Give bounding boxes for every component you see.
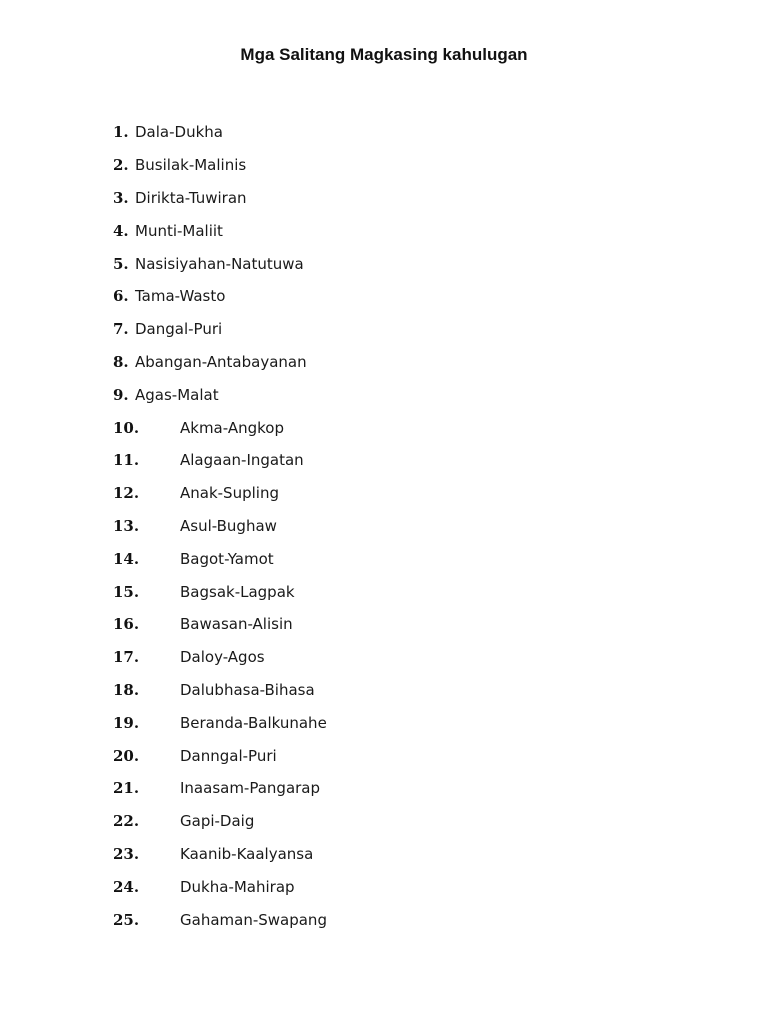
list-item <box>113 838 327 871</box>
list-item-number: 16. <box>113 615 140 634</box>
list-item <box>113 346 327 379</box>
list-item <box>113 116 327 149</box>
list-item-number: 1. <box>113 123 129 142</box>
list-item <box>113 411 327 444</box>
list-item <box>113 510 327 543</box>
list-item-number: 17. <box>113 648 140 667</box>
list-item-number: 21. <box>113 779 140 798</box>
synonym-list <box>113 116 327 936</box>
list-item-number: 18. <box>113 680 140 699</box>
list-item-number: 5. <box>113 254 129 273</box>
list-item-number: 2. <box>113 156 129 175</box>
list-item-text: Dala-Dukha <box>135 123 223 142</box>
list-item <box>113 674 327 707</box>
list-item-text: Daloy-Agos <box>180 648 265 667</box>
list-item <box>113 214 327 247</box>
list-item-text: Anak-Supling <box>180 484 279 503</box>
list-item <box>113 772 327 805</box>
list-item <box>113 706 327 739</box>
list-item-number: 25. <box>113 910 140 929</box>
list-item-text: Dalubhasa-Bihasa <box>180 680 315 699</box>
list-item-number: 14. <box>113 549 140 568</box>
list-item-number: 8. <box>113 352 129 371</box>
list-item-number: 20. <box>113 746 140 765</box>
list-item-text: Nasisiyahan-Natutuwa <box>135 254 304 273</box>
list-item <box>113 903 327 936</box>
list-item <box>113 313 327 346</box>
list-item-text: Beranda-Balkunahe <box>180 713 327 732</box>
list-item-text: Bagsak-Lagpak <box>180 582 295 601</box>
list-item <box>113 805 327 838</box>
list-item-text: Dangal-Puri <box>135 320 223 339</box>
list-item <box>113 575 327 608</box>
list-item-text: Asul-Bughaw <box>180 516 277 535</box>
list-item-number: 12. <box>113 484 140 503</box>
list-item-number: 19. <box>113 713 140 732</box>
list-item-text: Tama-Wasto <box>135 287 226 306</box>
list-item-text: Dirikta-Tuwiran <box>135 188 247 207</box>
list-item-text: Danngal-Puri <box>180 746 277 765</box>
list-item-text: Munti-Maliit <box>135 221 223 240</box>
list-item-text: Abangan-Antabayanan <box>135 352 307 371</box>
list-item <box>113 641 327 674</box>
list-item-number: 6. <box>113 287 129 306</box>
list-item-number: 13. <box>113 516 140 535</box>
list-item-text: Bagot-Yamot <box>180 549 274 568</box>
list-item <box>113 378 327 411</box>
list-item-number: 22. <box>113 812 140 831</box>
list-item-text: Gahaman-Swapang <box>180 910 327 929</box>
list-item <box>113 477 327 510</box>
list-item-number: 23. <box>113 844 140 863</box>
list-item-text: Dukha-Mahirap <box>180 877 295 896</box>
document-title: Mga Salitang Magkasing kahulugan <box>240 45 528 64</box>
list-item-number: 3. <box>113 188 129 207</box>
list-item-number: 10. <box>113 418 140 437</box>
list-item <box>113 870 327 903</box>
list-item-text: Inaasam-Pangarap <box>180 779 321 798</box>
list-item <box>113 280 327 313</box>
list-item <box>113 542 327 575</box>
list-item-text: Agas-Malat <box>135 385 219 404</box>
list-item-text: Gapi-Daig <box>180 812 255 831</box>
list-item-number: 4. <box>113 221 129 240</box>
list-item <box>113 149 327 182</box>
list-item <box>113 608 327 641</box>
list-item-text: Akma-Angkop <box>180 418 284 437</box>
list-item-number: 7. <box>113 320 129 339</box>
list-item-number: 15. <box>113 582 140 601</box>
list-item <box>113 247 327 280</box>
list-item <box>113 739 327 772</box>
list-item-text: Busilak-Malinis <box>135 156 247 175</box>
list-item-text: Bawasan-Alisin <box>180 615 293 634</box>
list-item-number: 11. <box>113 451 140 470</box>
list-item-number: 9. <box>113 385 129 404</box>
list-item <box>113 444 327 477</box>
list-item-text: Alagaan-Ingatan <box>180 451 304 470</box>
list-item-number: 24. <box>113 877 140 896</box>
list-item <box>113 182 327 215</box>
list-item-text: Kaanib-Kaalyansa <box>180 844 314 863</box>
